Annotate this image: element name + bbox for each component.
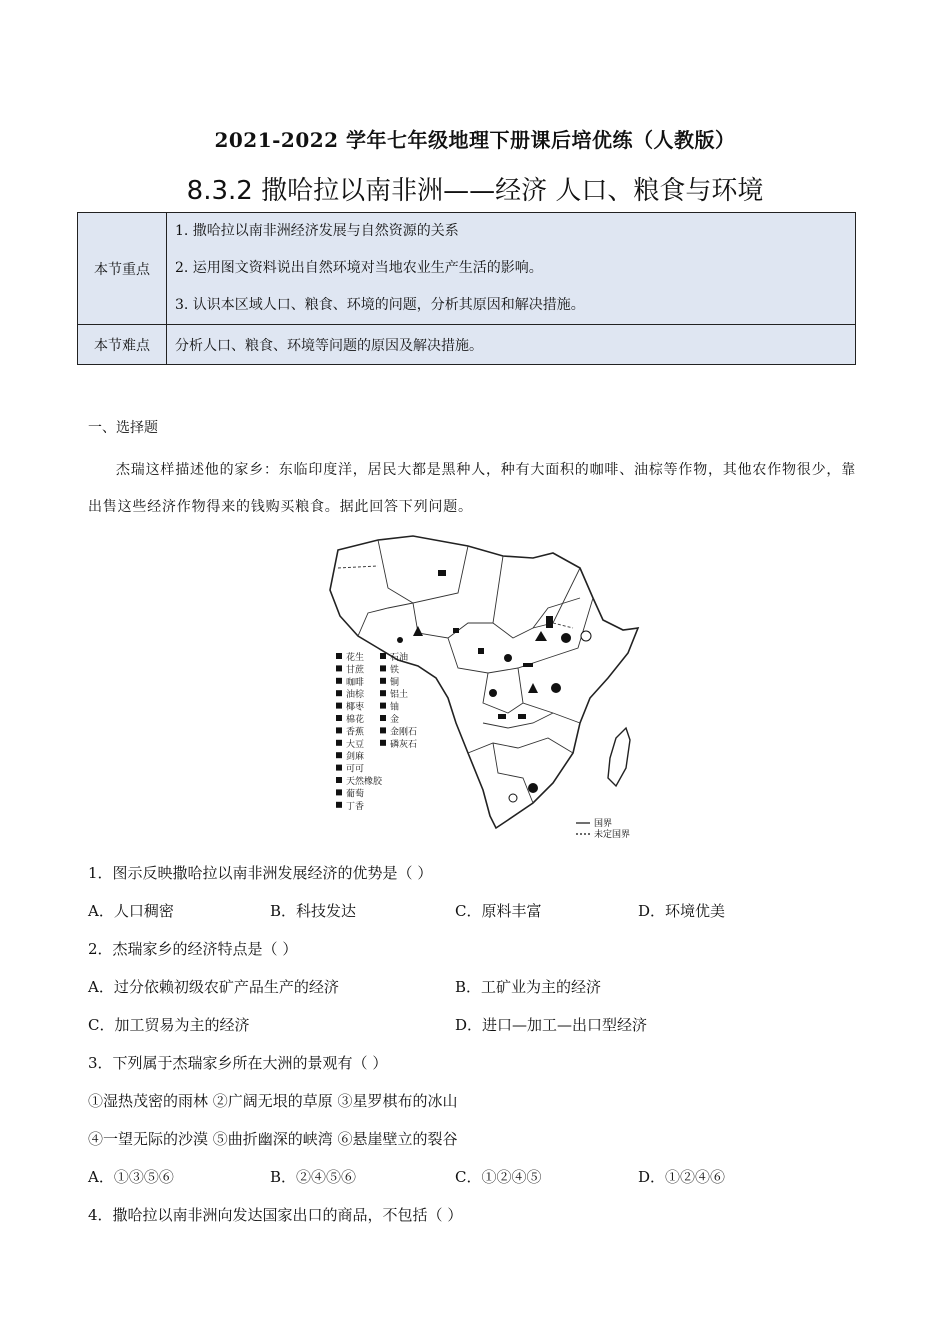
legend-mineral-symbol-icon [380, 665, 386, 671]
legend-mineral-symbol-icon [380, 653, 386, 659]
legend-mineral-label: 铜 [390, 677, 400, 688]
intro-text: 杰瑞这样描述他的家乡：东临印度洋，居民大都是黑种人，种有大面积的咖啡、油棕等作物，其他农作物很少，靠出售这些经济作物得来的钱购买粮食。据此回答下列问题。 [88, 462, 856, 515]
legend-crop-label: 甘蔗 [346, 665, 365, 676]
difficult-points-text: 分析人口、粮食、环境等问题的原因及解决措施。 [167, 325, 856, 365]
legend-crop-label: 丁香 [346, 801, 365, 812]
legend-mineral-label: 金刚石 [390, 727, 418, 738]
legend-crop-label: 可可 [346, 764, 365, 775]
legend-crop-symbol-icon [336, 690, 342, 696]
key-points-cell [167, 213, 856, 325]
legend-crop-symbol-icon [336, 789, 342, 795]
legend-mineral-symbol-icon [380, 715, 386, 721]
legend-crop-symbol-icon [336, 752, 342, 758]
question-3-option-a[interactable]: A．①③⑤⑥ [88, 1168, 174, 1186]
africa-map-figure [318, 528, 668, 843]
legend-crop-symbol-icon [336, 703, 342, 709]
legend-crop-symbol-icon [336, 665, 342, 671]
question-1-stem: 1．图示反映撒哈拉以南非洲发展经济的优势是（ ） [88, 864, 433, 882]
legend-crop-symbol-icon [336, 653, 342, 659]
intro-paragraph [88, 452, 862, 526]
legend-crop-symbol-icon [336, 802, 342, 808]
legend-mineral-symbol-icon [380, 690, 386, 696]
legend-crop-label: 油棕 [346, 690, 365, 701]
legend-crop-label: 棉花 [346, 715, 365, 725]
legend-mineral-symbol-icon [380, 703, 386, 709]
legend-mineral-symbol-icon [380, 678, 386, 684]
legend-crop-label: 天然橡胶 [346, 777, 383, 787]
document-title: 2021-2022 学年七年级地理下册课后培优练（人教版） [214, 128, 736, 152]
question-2-option-a[interactable]: A．过分依赖初级农矿产品生产的经济 [88, 978, 339, 996]
legend-mineral-label: 金 [390, 715, 400, 725]
difficult-points-label: 本节难点 [78, 325, 167, 365]
key-point-item: 2. 运用图文资料说出自然环境对当地农业生产生活的影响。 [175, 260, 543, 276]
question-4-stem: 4．撒哈拉以南非洲向发达国家出口的商品，不包括（ ） [88, 1206, 463, 1224]
question-1-option-d[interactable]: D．环境优美 [638, 902, 726, 920]
question-2-option-b[interactable]: B．工矿业为主的经济 [455, 978, 602, 996]
legend-crop-label: 葡萄 [346, 789, 365, 800]
question-3-line-2: ④一望无际的沙漠 ⑤曲折幽深的峡湾 ⑥悬崖壁立的裂谷 [88, 1130, 458, 1148]
legend-crop-symbol-icon [336, 740, 342, 746]
key-points-label: 本节重点 [78, 213, 167, 325]
legend-crop-label: 咖啡 [346, 677, 365, 688]
legend-left [336, 651, 383, 812]
legend-crop-label: 大豆 [346, 739, 365, 750]
question-3-stem: 3．下列属于杰瑞家乡所在大洲的景观有（ ） [88, 1054, 388, 1072]
legend-crop-symbol-icon [336, 765, 342, 771]
legend-mineral-label: 铝土 [390, 690, 409, 701]
legend-mineral-label: 磷灰石 [390, 739, 418, 750]
legend-mineral-symbol-icon [380, 740, 386, 746]
boundary-legend [576, 818, 630, 840]
difficult-points-row [78, 325, 856, 365]
legend-crop-symbol-icon [336, 715, 342, 721]
legend-crop-symbol-icon [336, 727, 342, 733]
legend-crop-label: 椰枣 [346, 702, 365, 713]
question-2-option-c[interactable]: C．加工贸易为主的经济 [88, 1016, 250, 1034]
legend-crop-label: 花生 [346, 653, 365, 663]
question-3-option-c[interactable]: C．①②④⑤ [455, 1168, 542, 1186]
objectives-table [77, 212, 856, 365]
legend-right [380, 651, 417, 750]
legend-mineral-symbol-icon [380, 727, 386, 733]
question-2-stem: 2．杰瑞家乡的经济特点是（ ） [88, 940, 298, 958]
legend-mineral-label: 铁 [390, 665, 400, 676]
legend-mineral-label: 铀 [390, 702, 400, 713]
question-3-option-d[interactable]: D．①②④⑥ [638, 1168, 726, 1186]
legend-crop-label: 香蕉 [346, 727, 365, 738]
question-2-option-d[interactable]: D．进口—加工—出口型经济 [455, 1016, 648, 1034]
key-point-item: 1. 撒哈拉以南非洲经济发展与自然资源的关系 [175, 223, 459, 239]
question-1-option-a[interactable]: A．人口稠密 [88, 902, 174, 920]
africa-resource-map [318, 528, 668, 843]
boundary-legend-national: 国界 [594, 819, 613, 829]
legend-crop-symbol-icon [336, 678, 342, 684]
key-points-row [78, 213, 856, 325]
question-1-option-c[interactable]: C．原料丰富 [455, 902, 542, 920]
section-title: 一、选择题 [88, 420, 158, 436]
lesson-title: 8.3.2 撒哈拉以南非洲——经济 人口、粮食与环境 [186, 176, 764, 206]
question-1-option-b[interactable]: B．科技发达 [270, 902, 357, 920]
boundary-legend-undefined: 未定国界 [594, 830, 631, 840]
legend-mineral-label: 石油 [390, 653, 409, 663]
madagascar-outline [608, 728, 630, 786]
question-3-option-b[interactable]: B．②④⑤⑥ [270, 1168, 357, 1186]
question-3-line-1: ①湿热茂密的雨林 ②广阔无垠的草原 ③星罗棋布的冰山 [88, 1092, 458, 1110]
legend-crop-symbol-icon [336, 777, 342, 783]
legend-crop-label: 剑麻 [346, 752, 365, 763]
key-point-item: 3. 认识本区域人口、粮食、环境的问题，分析其原因和解决措施。 [175, 297, 585, 313]
